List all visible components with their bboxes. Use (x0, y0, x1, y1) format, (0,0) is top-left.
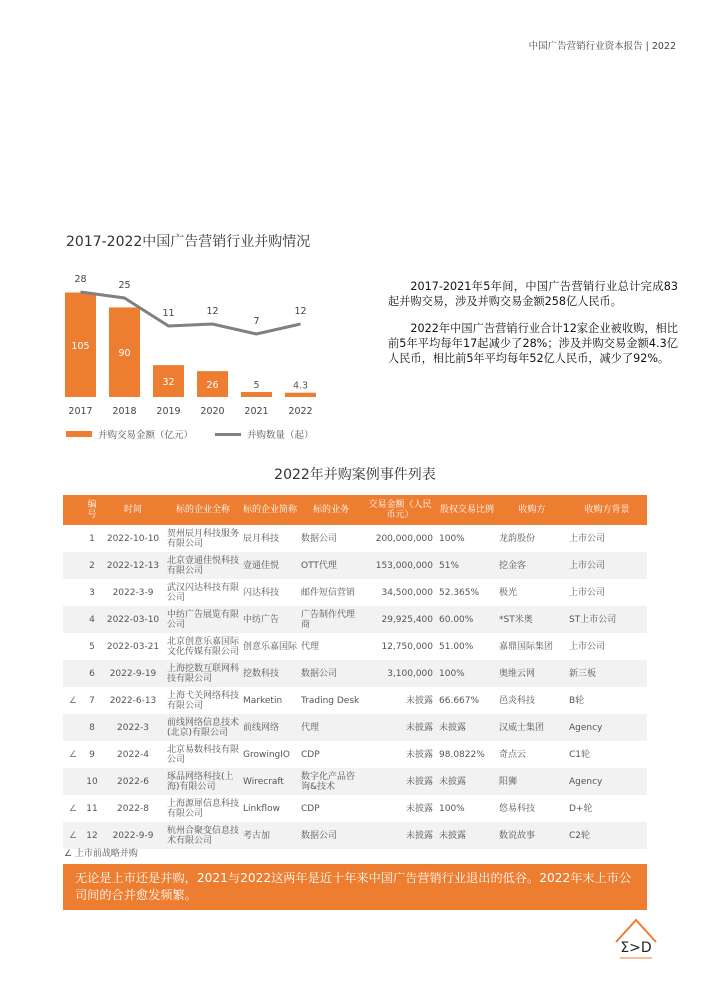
cell-bg: C1轮 (569, 749, 591, 760)
header-equity: 股权交易比例 (437, 495, 497, 525)
cell-equity: 51% (437, 552, 497, 579)
cell-short: Marketin (243, 695, 283, 706)
cell-equity: 51.00% (439, 641, 474, 652)
cell-amount: 3,100,000 (363, 660, 437, 687)
x-tick-label: 2018 (112, 406, 137, 417)
bar-value-label: 26 (206, 380, 219, 392)
cell-business: CDP (301, 749, 320, 760)
table-row (63, 660, 647, 687)
cell-full: 贺州辰月科技服务有限公司 (167, 528, 240, 549)
cell-buyer: 嘉鼎国际集团 (499, 641, 554, 652)
cell-bg: ST上市公司 (567, 606, 647, 633)
cell-full: 杭州合聚变信息技术有限公司 (165, 822, 241, 849)
cell-mark (63, 633, 83, 660)
table-row (63, 525, 647, 552)
cell-date: 2022-9-19 (101, 660, 165, 687)
legend-line-label: 并购数量（起） (247, 430, 314, 441)
cell-equity: 未披露 (437, 822, 497, 849)
cell-amount: 34,500,000 (381, 587, 433, 598)
cell-equity: 60.00% (437, 606, 497, 633)
cell-equity: 100% (437, 660, 497, 687)
cell-mark (63, 768, 83, 795)
cell-date: 2022-03-21 (106, 641, 160, 652)
cell-amount: 未披露 (405, 695, 433, 706)
x-tick-label: 2019 (156, 406, 181, 417)
cell-equity: 66.667% (439, 695, 480, 706)
cell-mark (63, 552, 83, 579)
cell-buyer: 极光 (499, 587, 518, 598)
cell-buyer: 奇点云 (499, 749, 527, 760)
cell-date: 2022-12-13 (101, 552, 165, 579)
cell-buyer: 邑炎科技 (499, 695, 536, 706)
cell-business: 数据公司 (301, 533, 338, 544)
x-tick-label: 2020 (200, 406, 225, 417)
footnote: ∠ 上市前战略并购 (64, 849, 138, 859)
line-value-label: 11 (162, 308, 175, 319)
cell-amount: 200,000,000 (375, 533, 433, 544)
cell-business: 广告制作代理商 (299, 606, 363, 633)
cell-bg: 上市公司 (569, 641, 606, 652)
line-value-label: 25 (118, 280, 131, 291)
bar-value-label: 4.3 (292, 380, 309, 392)
cell-amount: 12,750,000 (381, 641, 433, 652)
table-row (63, 579, 647, 606)
cell-full: 武汉闪达科技有限公司 (167, 582, 240, 603)
cell-equity: 98.0822% (439, 749, 485, 760)
summary-paragraph-1: 2017-2021年5年间，中国广告营销行业总计完成83起并购交易，涉及并购交易金额258亿人民币。 (388, 280, 678, 308)
cell-bg: B轮 (569, 695, 585, 706)
x-tick-label: 2021 (244, 406, 269, 417)
deal-table (63, 495, 647, 849)
cell-buyer: 数说故事 (497, 822, 567, 849)
cell-mark (63, 525, 83, 552)
cell-amount: 29,925,400 (363, 606, 437, 633)
cell-short: 闪达科技 (243, 587, 280, 598)
cell-amount: 未披露 (363, 822, 437, 849)
cell-bg: Agency (567, 714, 647, 741)
cell-no: 12 (83, 822, 101, 849)
cell-amount: 153,000,000 (363, 552, 437, 579)
cell-short: 考古加 (241, 822, 299, 849)
ma-chart (55, 270, 325, 420)
cell-business: 代理 (299, 714, 363, 741)
x-tick-label: 2017 (68, 406, 93, 417)
cell-bg: D+轮 (569, 803, 593, 814)
cell-full: 北京创意乐嘉国际文化传媒有限公司 (167, 636, 240, 657)
bar-value-label: 90 (118, 348, 131, 360)
line-value-label: 12 (294, 306, 307, 317)
cell-full: 中纺广告展览有限公司 (165, 606, 241, 633)
cell-bg: 新三板 (567, 660, 647, 687)
cell-mark: ∠ (68, 803, 78, 814)
cell-mark (63, 606, 83, 633)
cell-no: 9 (89, 749, 95, 760)
cell-date: 2022-3-9 (112, 587, 154, 598)
line-value-label: 12 (206, 306, 219, 317)
table-row (63, 768, 647, 795)
legend-bar-swatch (66, 431, 92, 437)
cell-short: 挖数科技 (241, 660, 299, 687)
cell-no: 3 (89, 587, 95, 598)
cell-full: 琢品网络科技(上海)有限公司 (165, 768, 241, 795)
cell-mark (63, 660, 83, 687)
cell-date: 2022-4 (117, 749, 149, 760)
cell-short: Linkflow (243, 803, 280, 814)
cell-no: 11 (86, 803, 98, 814)
conclusion-banner: 无论是上市还是并购，2021与2022这两年是近十年来中国广告营销行业退出的低谷。2022年末上市公司间的合并愈发频繁。 (63, 864, 647, 910)
header-mark (63, 495, 83, 525)
cell-short: Wirecraft (241, 768, 299, 795)
logo-text: Σ>D (620, 940, 652, 956)
table-row (63, 795, 647, 822)
brand-logo (612, 918, 660, 962)
cell-full: 前线网络信息技术(北京)有限公司 (165, 714, 241, 741)
cell-mark: ∠ (68, 749, 78, 760)
cell-bg: C2轮 (567, 822, 647, 849)
cell-no: 10 (83, 768, 101, 795)
cell-short: 创意乐嘉国际 (243, 641, 298, 652)
chart-legend (66, 427, 314, 441)
summary-text (388, 279, 678, 378)
cell-amount: 未披露 (405, 749, 433, 760)
header-date: 时间 (101, 495, 165, 525)
table-row (63, 606, 647, 633)
bar-2022 (285, 393, 316, 397)
cell-date: 2022-8 (117, 803, 149, 814)
cell-full: 上海挖数互联网科技有限公司 (165, 660, 241, 687)
cell-short: 中纺广告 (241, 606, 299, 633)
header-business: 标的业务 (299, 495, 363, 525)
cell-date: 2022-9-9 (101, 822, 165, 849)
cell-business: 数据公司 (299, 660, 363, 687)
line-value-label: 7 (253, 316, 260, 327)
legend-line-swatch (215, 433, 241, 436)
cell-buyer: 奥维云网 (497, 660, 567, 687)
cell-short: 壹通佳悦 (241, 552, 299, 579)
cell-equity: 52.365% (439, 587, 480, 598)
bar-value-label: 5 (253, 380, 260, 392)
cell-date: 2022-10-10 (106, 533, 160, 544)
bar-value-label: 105 (71, 340, 90, 352)
cell-mark: ∠ (63, 822, 83, 849)
cell-bg: 上市公司 (569, 533, 606, 544)
chart-title: 2017-2022中国广告营销行业并购情况 (66, 234, 311, 250)
cell-bg: 上市公司 (569, 587, 606, 598)
cell-mark (63, 579, 83, 606)
cell-equity: 未披露 (437, 768, 497, 795)
cell-business: OTT代理 (299, 552, 363, 579)
cell-mark (63, 714, 83, 741)
cell-full: 北京易数科技有限公司 (167, 744, 240, 765)
cell-business: Trading Desk (301, 695, 360, 706)
cell-no: 7 (89, 695, 95, 706)
table-row (63, 822, 647, 849)
cell-short: 前线网络 (241, 714, 299, 741)
cell-buyer: 悠易科技 (499, 803, 536, 814)
cell-full: 北京壹通佳悦科技有限公司 (165, 552, 241, 579)
summary-paragraph-2: 2022年中国广告营销行业合计12家企业被收购，相比前5年平均每年17起减少了28%；涉及并购交易金额4.3亿人民币，相比前5年平均每年52亿人民币，减少了92%。 (388, 322, 678, 365)
cell-mark: ∠ (68, 695, 78, 706)
header-buyer-bg: 收购方背景 (567, 495, 647, 525)
legend-bar-label: 并购交易金额（亿元） (98, 430, 194, 441)
table-row (63, 552, 647, 579)
cell-equity: 100% (439, 803, 465, 814)
header-amount: 交易金额（人民币元） (363, 495, 437, 525)
cell-business: 数字化产品咨询&技术 (299, 768, 363, 795)
cell-no: 8 (83, 714, 101, 741)
x-tick-label: 2022 (288, 406, 313, 417)
cell-buyer: *ST米奥 (497, 606, 567, 633)
table-header-row (63, 495, 647, 525)
cell-buyer: 阳狮 (497, 768, 567, 795)
header-short-name: 标的企业简称 (241, 495, 299, 525)
cell-date: 2022-03-10 (101, 606, 165, 633)
cell-no: 1 (89, 533, 95, 544)
cell-buyer: 汉威士集团 (497, 714, 567, 741)
cell-bg: Agency (567, 768, 647, 795)
page-header: 中国广告营销行业资本报告 | 2022 (528, 41, 676, 52)
cell-business: 代理 (301, 641, 320, 652)
header-buyer: 收购方 (497, 495, 567, 525)
table-row (63, 714, 647, 741)
cell-date: 2022-3 (101, 714, 165, 741)
table-row (63, 687, 647, 714)
cell-buyer: 龙韵股份 (499, 533, 536, 544)
cell-no: 5 (89, 641, 95, 652)
cell-equity: 未披露 (437, 714, 497, 741)
bar-2021 (241, 392, 272, 397)
cell-business: CDP (301, 803, 320, 814)
logo-triangle (616, 920, 656, 942)
table-row (63, 633, 647, 660)
line-value-label: 28 (74, 274, 87, 285)
header-no: 编号 (83, 495, 101, 525)
cell-date: 2022-6 (101, 768, 165, 795)
cell-short: 辰月科技 (243, 533, 280, 544)
cell-no: 4 (83, 606, 101, 633)
cell-business: 数据公司 (299, 822, 363, 849)
cell-amount: 未披露 (363, 768, 437, 795)
cell-short: GrowingIO (243, 749, 290, 760)
cell-business: 邮件短信营销 (301, 587, 356, 598)
table-title: 2022年并购案例事件列表 (274, 467, 436, 483)
cell-buyer: 挖金客 (497, 552, 567, 579)
cell-no: 2 (83, 552, 101, 579)
cell-equity: 100% (439, 533, 465, 544)
cell-no: 6 (83, 660, 101, 687)
cell-bg: 上市公司 (567, 552, 647, 579)
cell-full: 上海弋关网络科技有限公司 (167, 690, 240, 711)
bar-value-label: 32 (162, 377, 175, 389)
table-row (63, 741, 647, 768)
cell-full: 上海源犀信息科技有限公司 (167, 798, 240, 819)
cell-date: 2022-6-13 (109, 695, 157, 706)
cell-amount: 未披露 (405, 803, 433, 814)
header-full-name: 标的企业全称 (165, 495, 241, 525)
cell-amount: 未披露 (363, 714, 437, 741)
